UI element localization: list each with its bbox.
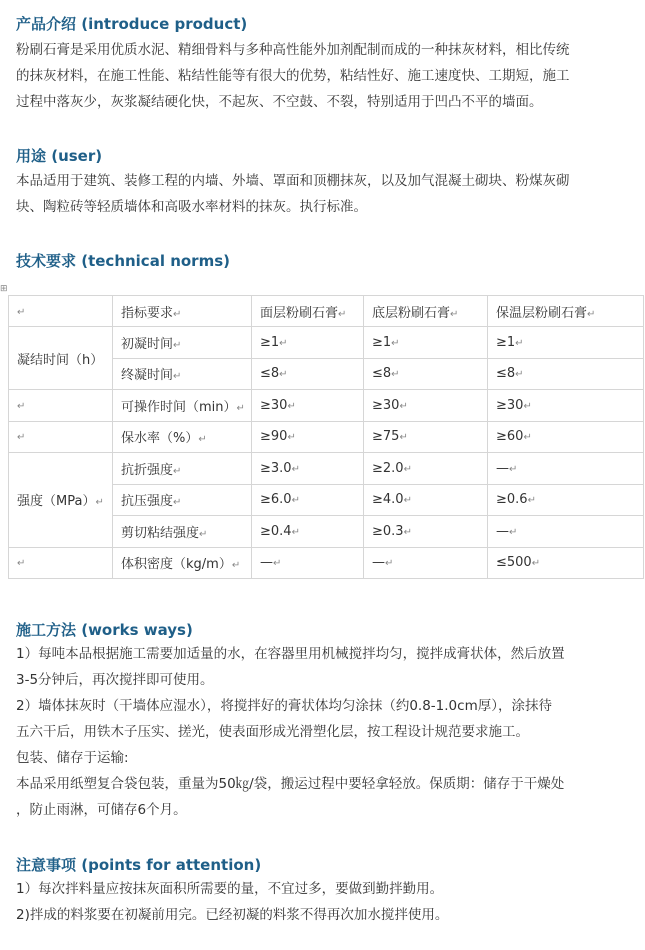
table-row	[9, 327, 644, 359]
table-cell: ≤8↵	[364, 358, 488, 390]
header-cell: ↵	[9, 296, 113, 327]
header-cell: 保温层粉刷石膏↵	[488, 296, 644, 327]
table-cell: ≥30↵	[488, 390, 644, 422]
table-cell: ≤8↵	[488, 358, 644, 390]
table-cell: 保水率（%）↵	[113, 421, 252, 453]
table-cell: ≥0.3↵	[364, 516, 488, 548]
table-cell: 终凝时间↵	[113, 358, 252, 390]
attention-line: 1）每次拌料量应按抹灰面积所需要的量，不宜过多，要做到勤拌勤用。	[16, 881, 444, 897]
table-row	[9, 421, 644, 453]
table-cell: ≥0.6↵	[488, 484, 644, 516]
header-cell: 面层粉刷石膏↵	[252, 296, 364, 327]
table-cell: ≥3.0↵	[252, 453, 364, 485]
attention-title: 注意事项 (points for attention)	[16, 856, 262, 874]
table-cell: ≥30↵	[252, 390, 364, 422]
header-cell: 底层粉刷石膏↵	[364, 296, 488, 327]
group-cell-strength: 强度（MPa）↵	[9, 453, 113, 548]
group-cell-setting: 凝结时间（h）	[9, 327, 113, 390]
table-cell: —↵	[364, 547, 488, 579]
table-cell: 可操作时间（min）↵	[113, 390, 252, 422]
attention-line: 2)拌成的料浆要在初凝前用完。已经初凝的料浆不得再次加水搅拌使用。	[16, 907, 449, 923]
works-line: 2）墙体抹灰时（干墙体应湿水），将搅拌好的膏状体均匀涂抹（约0.8-1.0cm厚），涂抹待	[16, 698, 552, 714]
table-cell: 体积密度（kg/m）↵	[113, 547, 252, 579]
works-title: 施工方法 (works ways)	[16, 621, 193, 639]
table-cell: ↵	[9, 390, 113, 422]
use-paragraph	[16, 168, 634, 220]
header-cell: 指标要求↵	[113, 296, 252, 327]
intro-paragraph	[16, 37, 634, 115]
table-cell: —↵	[488, 516, 644, 548]
table-cell: ≥30↵	[364, 390, 488, 422]
table-anchor-icon[interactable]: ⊞	[0, 284, 8, 294]
table-cell: ↵	[9, 421, 113, 453]
use-line: 本品适用于建筑、装修工程的内墙、外墙、罩面和顶棚抹灰，以及加气混凝土砌块、粉煤灰砌	[16, 173, 570, 189]
table-cell: —↵	[488, 453, 644, 485]
table-row	[9, 453, 644, 485]
table-cell: ≤500↵	[488, 547, 644, 579]
table-row	[9, 390, 644, 422]
table-row	[9, 547, 644, 579]
norms-title: 技术要求 (technical norms)	[16, 252, 230, 270]
attention-paragraph	[16, 876, 634, 928]
table-cell: ≥1↵	[252, 327, 364, 359]
table-cell: —↵	[252, 547, 364, 579]
table-cell: ≥90↵	[252, 421, 364, 453]
use-line: 块、陶粒砖等轻质墙体和高吸水率材料的抹灰。执行标准。	[16, 199, 367, 215]
table-cell: ≤8↵	[252, 358, 364, 390]
works-line: 1）每吨本品根据施工需要加适量的水，在容器里用机械搅拌均匀，搅拌成膏状体，然后放置	[16, 646, 565, 662]
table-cell: ↵	[9, 547, 113, 579]
table-header-row	[9, 296, 644, 327]
works-line: 本品采用纸塑复合袋包装，重量为50㎏/袋，搬运过程中要轻拿轻放。保质期：储存于干燥处	[16, 776, 565, 792]
table-cell: ≥1↵	[364, 327, 488, 359]
works-line: 3-5分钟后，再次搅拌即可使用。	[16, 672, 214, 688]
works-line: 包装、储存于运输:	[16, 750, 129, 766]
works-line: ，防止雨淋，可储存6个月。	[16, 802, 187, 818]
table-cell: 剪切粘结强度↵	[113, 516, 252, 548]
technical-norms-table	[8, 295, 644, 579]
table-cell: ≥2.0↵	[364, 453, 488, 485]
intro-line: 的抹灰材料，在施工性能、粘结性能等有很大的优势，粘结性好、施工速度快、工期短，施工	[16, 68, 570, 84]
table-cell: ≥75↵	[364, 421, 488, 453]
table-cell: 抗压强度↵	[113, 484, 252, 516]
works-paragraph	[16, 641, 634, 823]
intro-line: 过程中落灰少，灰浆凝结硬化快，不起灰、不空鼓、不裂，特别适用于凹凸不平的墙面。	[16, 94, 543, 110]
table-cell: 抗折强度↵	[113, 453, 252, 485]
table-cell: ≥4.0↵	[364, 484, 488, 516]
works-line: 五六干后，用铁木子压实、搓光，使表面形成光滑塑化层，按工程设计规范要求施工。	[16, 724, 529, 740]
use-title: 用途 (user)	[16, 147, 103, 165]
table-cell: 初凝时间↵	[113, 327, 252, 359]
table-cell: ≥0.4↵	[252, 516, 364, 548]
table-cell: ≥1↵	[488, 327, 644, 359]
intro-title: 产品介绍 (introduce product)	[16, 15, 248, 33]
table-cell: ≥6.0↵	[252, 484, 364, 516]
intro-line: 粉刷石膏是采用优质水泥、精细骨料与多种高性能外加剂配制而成的一种抹灰材料，相比传统	[16, 42, 570, 58]
table-cell: ≥60↵	[488, 421, 644, 453]
